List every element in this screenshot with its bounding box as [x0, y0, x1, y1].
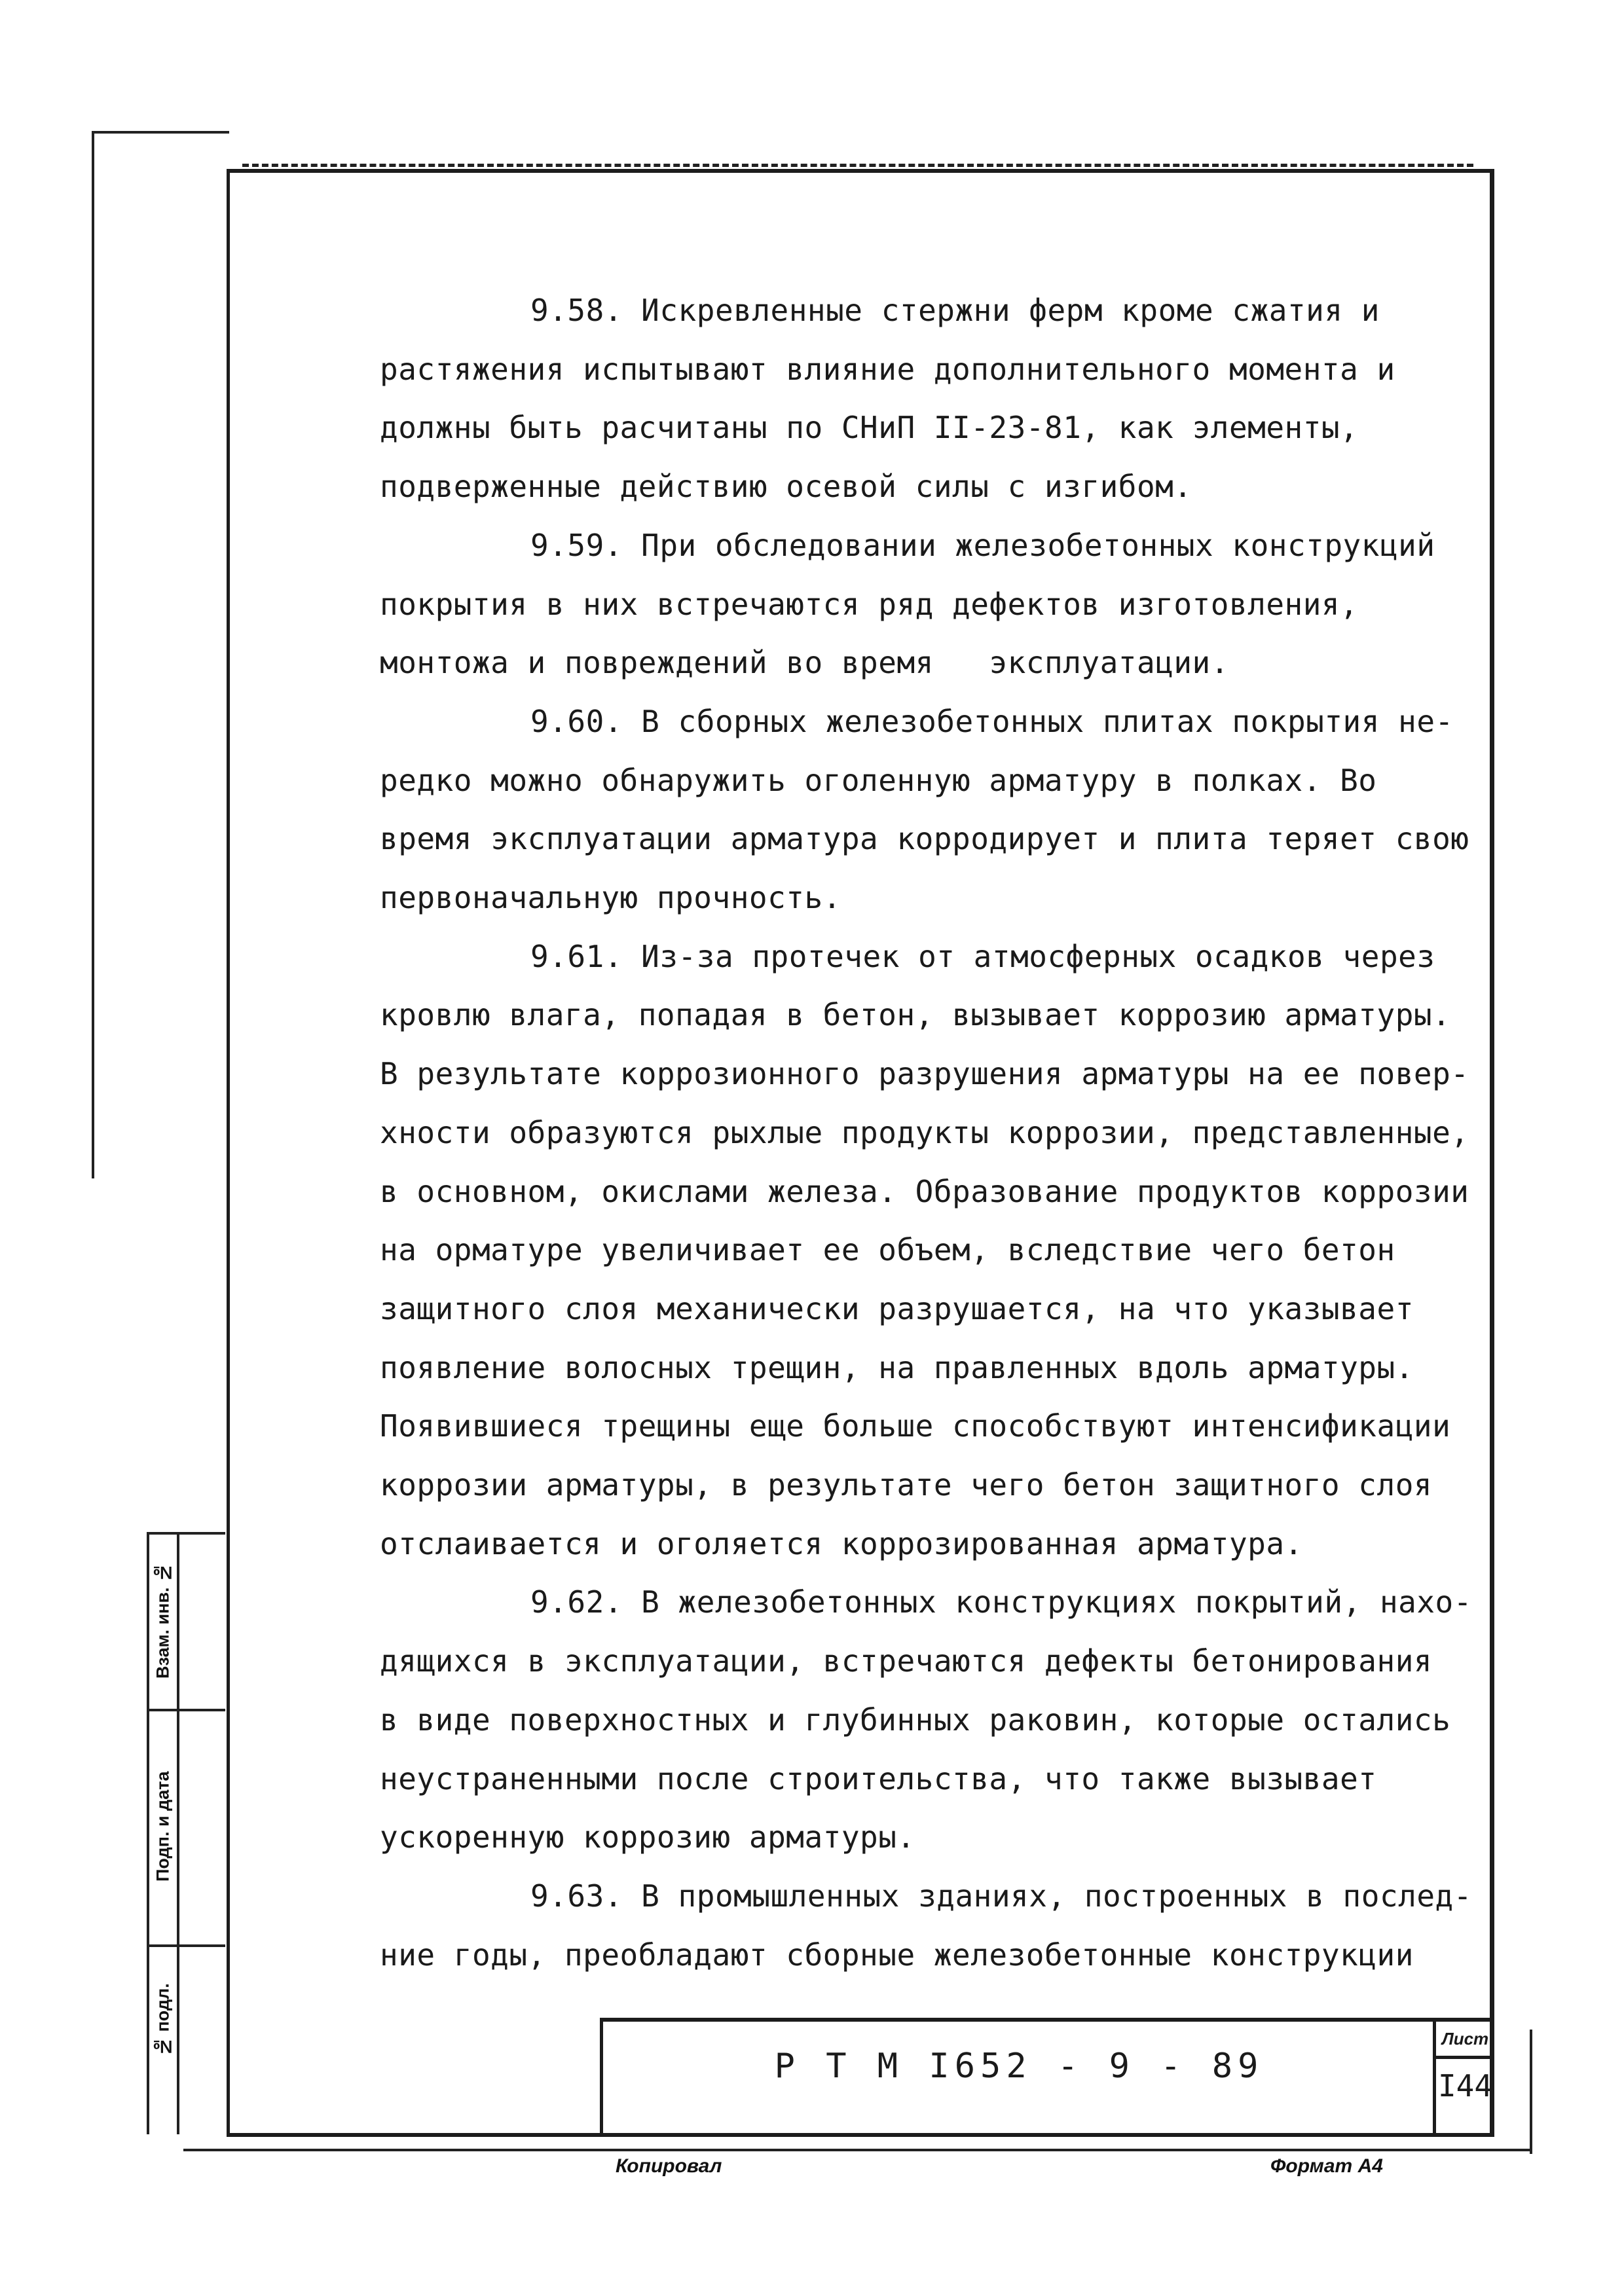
text-line: Появившиеся трещины еще больше способствуют интенсификации	[380, 1408, 1451, 1444]
text-line: 9.59. При обследовании железобетонных конструкций	[530, 527, 1435, 563]
text-line: кровлю влага, попадая в бетон, вызывает коррозию арматуры.	[380, 997, 1451, 1033]
document-code: Р Т М I652 - 9 - 89	[774, 2047, 1264, 2086]
text-line: ние годы, преобладают сборные железобетонные конструкции	[380, 1937, 1414, 1973]
text-line: время эксплуатации арматура корродирует и плита теряет свою	[380, 821, 1469, 857]
text-line: растяжения испытывают влияние дополнительного момента и	[380, 351, 1395, 387]
text-line: на орматуре увеличивает ее объем, вследствие чего бетон	[380, 1232, 1395, 1268]
replace-inventory-label: Взам. инв. №	[153, 1562, 173, 1679]
text-line: неустраненными после строительства, что также вызывает	[380, 1760, 1377, 1796]
paragraph-9-62	[380, 1573, 1493, 1867]
text-line: 9.61. Из-за протечек от атмосферных осадков через	[530, 938, 1435, 974]
outer-border-top	[92, 131, 229, 134]
right-edge-tick	[1530, 2030, 1532, 2154]
text-line: первоначальную прочность.	[380, 880, 841, 916]
side-stamp-column	[147, 1532, 225, 2134]
sheet-label-cell	[1436, 2022, 1494, 2059]
original-number-label: № подл.	[153, 1983, 173, 2056]
text-line: 9.60. В сборных железобетонных плитах покрытия не-	[530, 703, 1454, 739]
text-line: дящихся в эксплуатации, встречаются дефекты бетонирования	[380, 1643, 1433, 1679]
paragraph-9-61	[380, 928, 1493, 1574]
text-line: редко можно обнаружить оголенную арматуру в полках. Во	[380, 762, 1377, 798]
text-line: должны быть расчитаны по СНиП II-23-81, как элементы,	[380, 410, 1359, 446]
text-line: появление волосных трещин, на правленных вдоль арматуры.	[380, 1349, 1414, 1385]
dashed-top-border	[242, 164, 1473, 167]
sheet-label: Лист	[1441, 2028, 1489, 2049]
outer-border-left	[92, 131, 94, 1178]
text-line: В результате коррозионного разрушения арматуры на ее повер-	[380, 1056, 1469, 1092]
text-line: в основном, окислами железа. Образование продуктов коррозии	[380, 1173, 1469, 1209]
text-line: монтожа и повреждений во время эксплуатации.	[380, 645, 1229, 681]
text-line: ускоренную коррозию арматуры.	[380, 1819, 915, 1855]
side-stamp-line	[177, 1532, 179, 2134]
text-line: 9.62. В железобетонных конструкциях покрытий, нахо-	[530, 1584, 1472, 1620]
text-line: хности образуются рыхлые продукты коррозии, представленные,	[380, 1114, 1469, 1150]
format-label: Формат А4	[1270, 2155, 1383, 2177]
copied-by-label: Копировал	[616, 2155, 722, 2177]
text-line: подверженные действию осевой силы с изгибом.	[380, 469, 1192, 505]
text-line: покрытия в них встречаются ряд дефектов изготовления,	[380, 586, 1359, 622]
sheet-cell	[1433, 2022, 1494, 2136]
document-body	[380, 282, 1493, 1984]
text-line: защитного слоя механически разрушается, на что указывает	[380, 1290, 1414, 1326]
paragraph-9-58	[380, 282, 1493, 517]
paragraph-9-60	[380, 693, 1493, 928]
paragraph-9-59	[380, 517, 1493, 693]
paragraph-9-63	[380, 1867, 1493, 1984]
text-line: коррозии арматуры, в результате чего бетон защитного слоя	[380, 1467, 1433, 1503]
text-line: 9.58. Искревленные стержни ферм кроме сжатия и	[530, 293, 1380, 328]
signature-date-label: Подп. и дата	[153, 1771, 173, 1882]
text-line: отслаивается и оголяется коррозированная арматура.	[380, 1525, 1303, 1561]
text-line: в виде поверхностных и глубинных раковин, которые остались	[380, 1702, 1451, 1738]
sheet-number: I44	[1437, 2068, 1493, 2104]
title-block	[600, 2018, 1494, 2136]
bottom-border-line	[183, 2149, 1532, 2151]
text-line: 9.63. В промышленных зданиях, построенных в послед-	[530, 1878, 1472, 1914]
